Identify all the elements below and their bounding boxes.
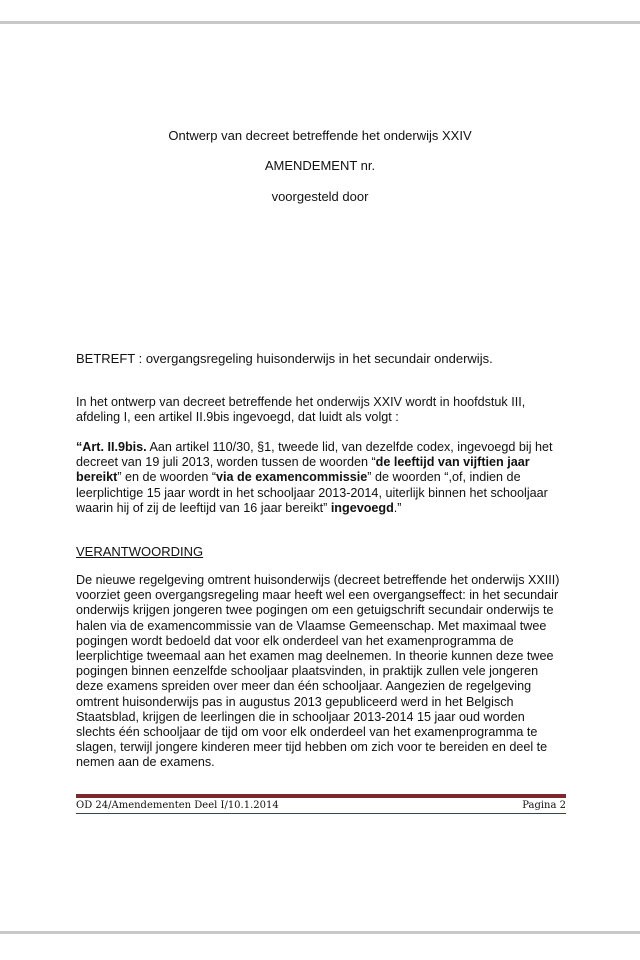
- quote-bold-2: via de examencommissie: [216, 470, 368, 485]
- quote-text-2: ” en de woorden “: [117, 470, 217, 485]
- proposed-by: voorgesteld door: [271, 189, 369, 204]
- page-top-edge: [0, 21, 640, 24]
- amendment-number: AMENDEMENT nr.: [264, 158, 376, 173]
- article-label: “Art. II.9bis.: [76, 440, 147, 454]
- footer-underline: [76, 813, 566, 814]
- page-bottom-edge: [0, 931, 640, 934]
- quote-text-1: Aan artikel 110/30, §1, tweede lid, van dezelfde codex, ingevoegd bij het decreet van 19 juli 2013, worden tussen de woorden “: [76, 440, 553, 470]
- intro-paragraph: In het ontwerp van decreet betreffende het onderwijs XXIV wordt in hoofdstuk III, afdeling I, een artikel II.9bis ingevoegd, dat luidt als volgt :: [76, 395, 526, 425]
- quote-text-4: .”: [393, 500, 402, 515]
- justification-paragraph: De nieuwe regelgeving omtrent huisonderwijs (decreet betreffende het onderwijs XXIII) voorziet geen overgangsregeling maar heeft wel een overgangseffect: in het secundair onderwijs krijgen jongeren twee pogingen om een getuigschrift secundair onderwijs te halen via de examencommissie van de Vlaamse Gemeenschap. Met maximaal twee pogingen wordt bedoeld dat voor elk onderdeel van het examenprogramma de leerplichtige tweemaal aan het examen mag deelnemen. In theorie kunnen deze twee pogingen binnen eenzelfde schooljaar plaatsvinden, in praktijk zullen vele jongeren deze examens spreiden over meer dan één schooljaar. Aangezien de regelgeving omtrent huisonderwijs pas in augustus 2013 gepubliceerd werd in het Belgisch Staatsblad, krijgen de leerlingen die in schooljaar 2013-2014 15 jaar oud worden slechts één schooljaar de tijd om voor elk onderdeel van het examenprogramma te slagen, terwijl jongere kinderen meer tijd hebben om zich voor te bereiden en deel te nemen aan de examens.: [76, 573, 560, 770]
- footer-divider: [76, 794, 566, 798]
- quote-bold-1: de leeftijd van vijftien jaar bereikt: [76, 455, 530, 485]
- subject-line: BETREFT : overgangsregeling huisonderwijs in het secundair onderwijs.: [76, 351, 493, 366]
- justification-heading: VERANTWOORDING: [76, 544, 204, 559]
- document-title: Ontwerp van decreet betreffende het onderwijs XXIV: [168, 128, 472, 143]
- quote-bold-3: ingevoegd: [330, 500, 394, 515]
- footer-reference: OD 24/Amendementen Deel I/10.1.2014: [76, 800, 279, 811]
- article-quote: [76, 440, 566, 516]
- quote-text-3: ” de woorden “,of, indien de leerplichtige 15 jaar wordt in het schooljaar 2013-2014, uiterlijk binnen het schooljaar waarin hij of zij de leeftijd van 16 jaar bereikt”: [76, 470, 548, 515]
- page-number: Pagina 2: [522, 800, 566, 811]
